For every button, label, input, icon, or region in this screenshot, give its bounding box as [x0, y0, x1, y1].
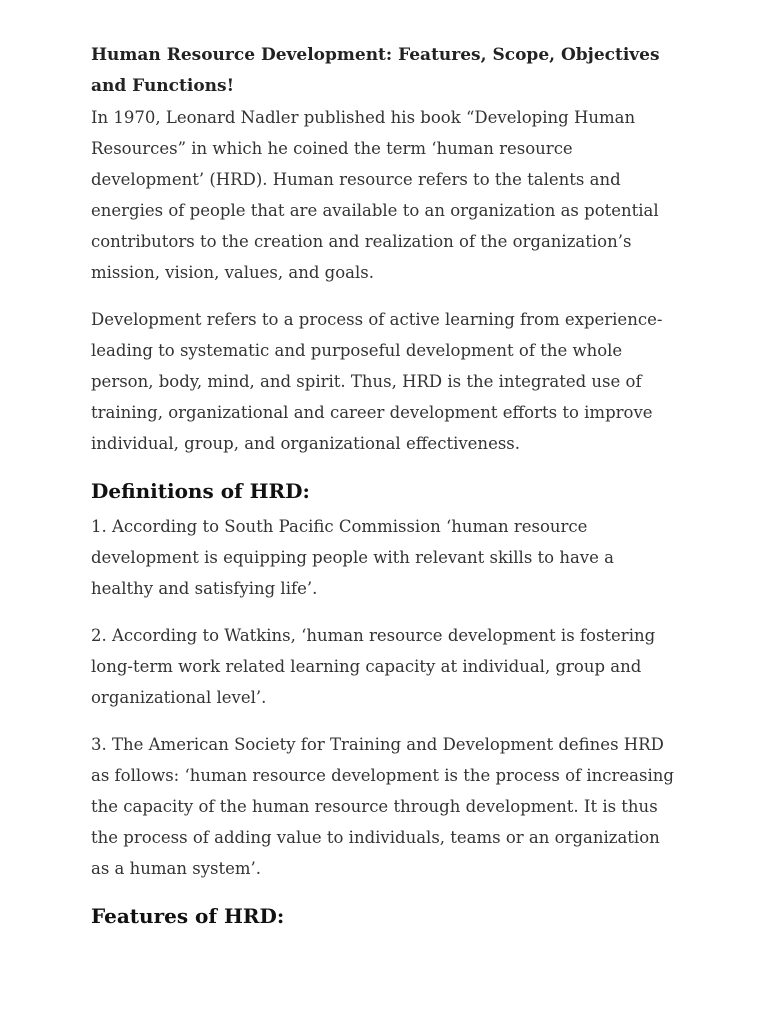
article: [91, 40, 681, 936]
definitions-heading: Definitions of HRD:: [91, 479, 310, 503]
features-heading: Features of HRD:: [91, 904, 285, 928]
intro-paragraph: Development refers to a process of active learning from experience-leading to systematic and purposeful development of the whole person, body, mind, and spirit. Thus, HRD is the integrated use of training, organizational and career development efforts to improve individual, group, and organizational effectiveness.: [91, 310, 663, 453]
article-title: Human Resource Development: Features, Scope, Objectives and Functions!: [91, 45, 660, 96]
definition-item: 2. According to Watkins, ‘human resource development is fostering long-term work related learning capacity at individual, group and organizational level’.: [91, 626, 656, 707]
intro-paragraph: In 1970, Leonard Nadler published his book “Developing Human Resources” in which he coined the term ‘human resource development’ (HRD). Human resource refers to the talents and energies of people that are available to an organization as potential contributors to the creation and realization of the organization’s mission, vision, values, and goals.: [91, 108, 659, 282]
definition-item: 3. The American Society for Training and Development defines HRD as follows: ‘human resource development is the process of increasing the capacity of the human resource through development. It is thus the process of adding value to individuals, teams or an organization as a human system’.: [91, 735, 674, 878]
definition-item: 1. According to South Pacific Commission ‘human resource development is equipping people with relevant skills to have a healthy and satisfying life’.: [91, 517, 614, 598]
